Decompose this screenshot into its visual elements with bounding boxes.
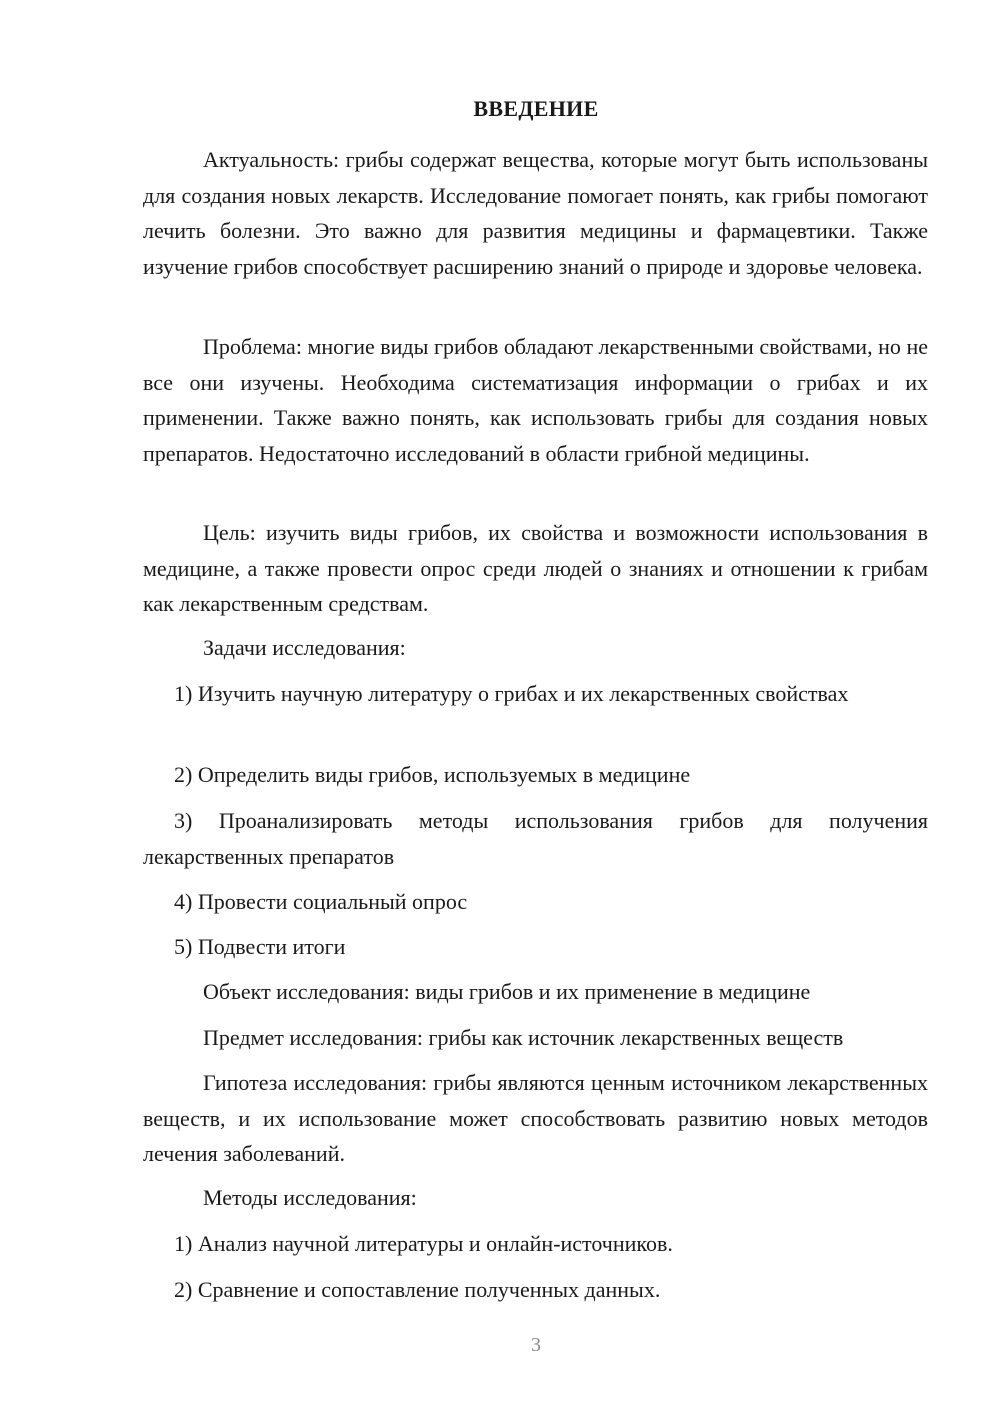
page-title: ВВЕДЕНИЕ: [473, 96, 599, 121]
problem-paragraph: Проблема: многие виды грибов обладают лекарственными свойствами, но не все они изучены. Необходима систематизация информации о грибах и их применении. Также важно понять, как использовать грибы для создания новых препаратов. Недостаточно исследований в области грибной медицины.: [143, 334, 928, 466]
methods-heading: Методы исследования:: [203, 1185, 417, 1210]
task-item-2: 2) Определить виды грибов, используемых в медицине: [174, 762, 691, 787]
task-item-4: 4) Провести социальный опрос: [174, 889, 468, 914]
tasks-heading: Задачи исследования:: [203, 635, 406, 660]
method-item-2: 2) Сравнение и сопоставление полученных данных.: [174, 1277, 661, 1302]
hypothesis-paragraph: Гипотеза исследования: грибы являются ценным источником лекарственных веществ, и их использование может способствовать развитию новых методов лечения заболеваний.: [143, 1070, 928, 1166]
task-item-3: 3) Проанализировать методы использования грибов для получения лекарственных препаратов: [143, 808, 928, 869]
method-item-1: 1) Анализ научной литературы и онлайн-источников.: [174, 1231, 673, 1256]
actuality-paragraph: Актуальность: грибы содержат вещества, которые могут быть использованы для создания новых лекарств. Исследование помогает понять, как грибы помогают лечить болезни. Это важно для развития медицины и фармацевтики. Также изучение грибов способствует расширению знаний о природе и здоровье человека.: [143, 147, 928, 279]
page-number: 3: [531, 1334, 541, 1356]
research-subject: Предмет исследования: грибы как источник лекарственных веществ: [203, 1025, 844, 1050]
task-item-5: 5) Подвести итоги: [174, 934, 346, 959]
research-object: Объект исследования: виды грибов и их применение в медицине: [203, 979, 811, 1004]
task-item-1: 1) Изучить научную литературу о грибах и их лекарственных свойствах: [174, 681, 849, 706]
goal-paragraph: Цель: изучить виды грибов, их свойства и возможности использования в медицине, а также провести опрос среди людей о знаниях и отношении к грибам как лекарственным средствам.: [143, 520, 928, 616]
